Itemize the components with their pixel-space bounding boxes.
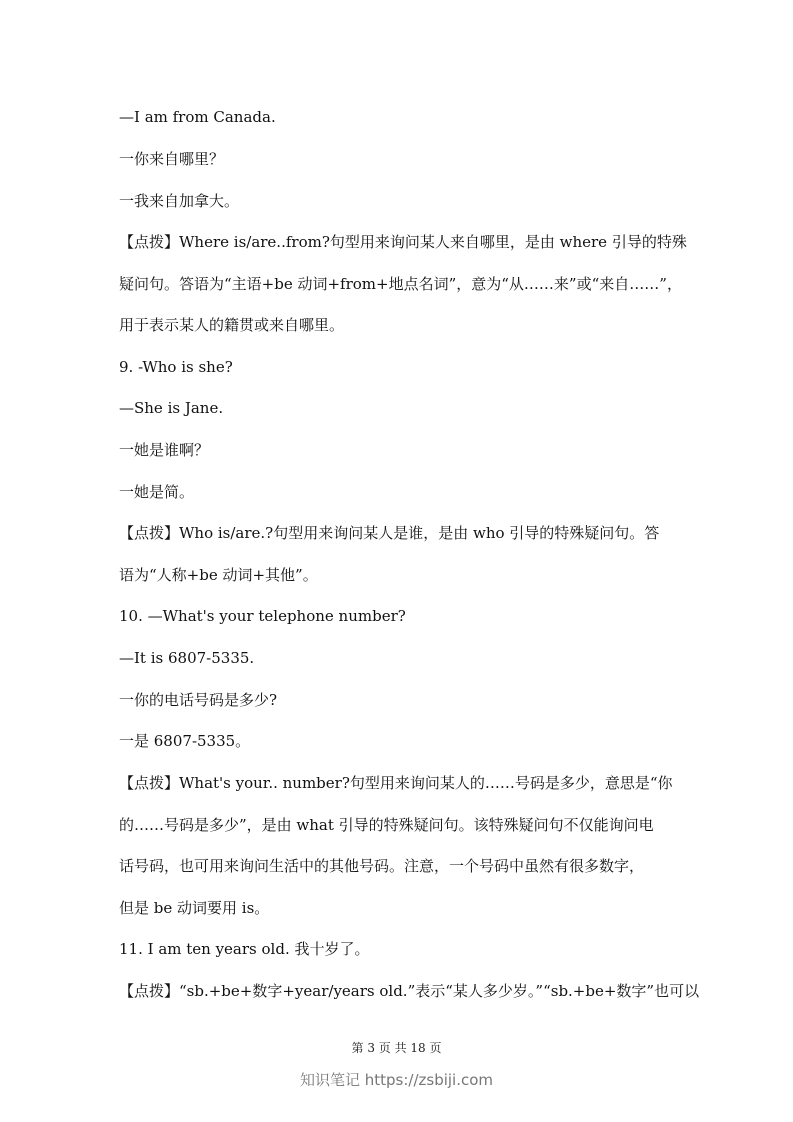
text-line: 话号码，也可用来询问生活中的其他号码。注意，一个号码中虽然有很多数字， xyxy=(119,857,645,875)
text-line: 疑问句。答语为“主语+be 动词+from+地点名词”，意为“从……来”或“来自……”， xyxy=(119,275,682,293)
text-line: —It is 6807-5335. xyxy=(119,649,255,667)
text-line: 但是 be 动词要用 is。 xyxy=(119,899,270,917)
text-line: 一你的电话号码是多少? xyxy=(119,691,278,709)
page-footer: 第 3 页 共 18 页 xyxy=(351,1041,442,1055)
text-line: —She is Jane. xyxy=(119,399,224,417)
text-line: 10. —What's your telephone number? xyxy=(119,607,406,625)
text-line: 【点拨】Where is/are..from?句型用来询问某人来自哪里，是由 where 引导的特殊 xyxy=(119,233,687,251)
text-line: 的……号码是多少”，是由 what 引导的特殊疑问句。该特殊疑问句不仅能询问电 xyxy=(119,816,654,834)
text-line: 一她是简。 xyxy=(119,483,195,501)
text-line: 一你来自哪里？ xyxy=(119,150,225,168)
text-line: 一我来自加拿大。 xyxy=(119,192,240,210)
text-line: 【点拨】Who is/are.?句型用来询问某人是谁，是由 who 引导的特殊疑问句。答 xyxy=(119,524,660,542)
text-line: 用于表示某人的籍贯或来自哪里。 xyxy=(119,316,345,334)
text-line: 一是 6807-5335。 xyxy=(119,732,251,750)
text-line: 【点拨】What's your.. number?句型用来询问某人的……号码是多少，意思是“你 xyxy=(119,774,673,792)
text-line: 语为“人称+be 动词+其他”。 xyxy=(119,566,318,584)
text-line: 11. I am ten years old. 我十岁了。 xyxy=(119,940,370,958)
watermark: 知识笔记 https://zsbiji.com xyxy=(299,1071,494,1089)
text-line: 一她是谁啊？ xyxy=(119,441,210,459)
text-line: 【点拨】“sb.+be+数字+year/years old.”表示“某人多少岁。”“sb.+be+数字”也可以 xyxy=(119,982,700,1000)
text-line: 9. -Who is she? xyxy=(119,358,233,376)
text-line: —I am from Canada. xyxy=(119,108,276,126)
